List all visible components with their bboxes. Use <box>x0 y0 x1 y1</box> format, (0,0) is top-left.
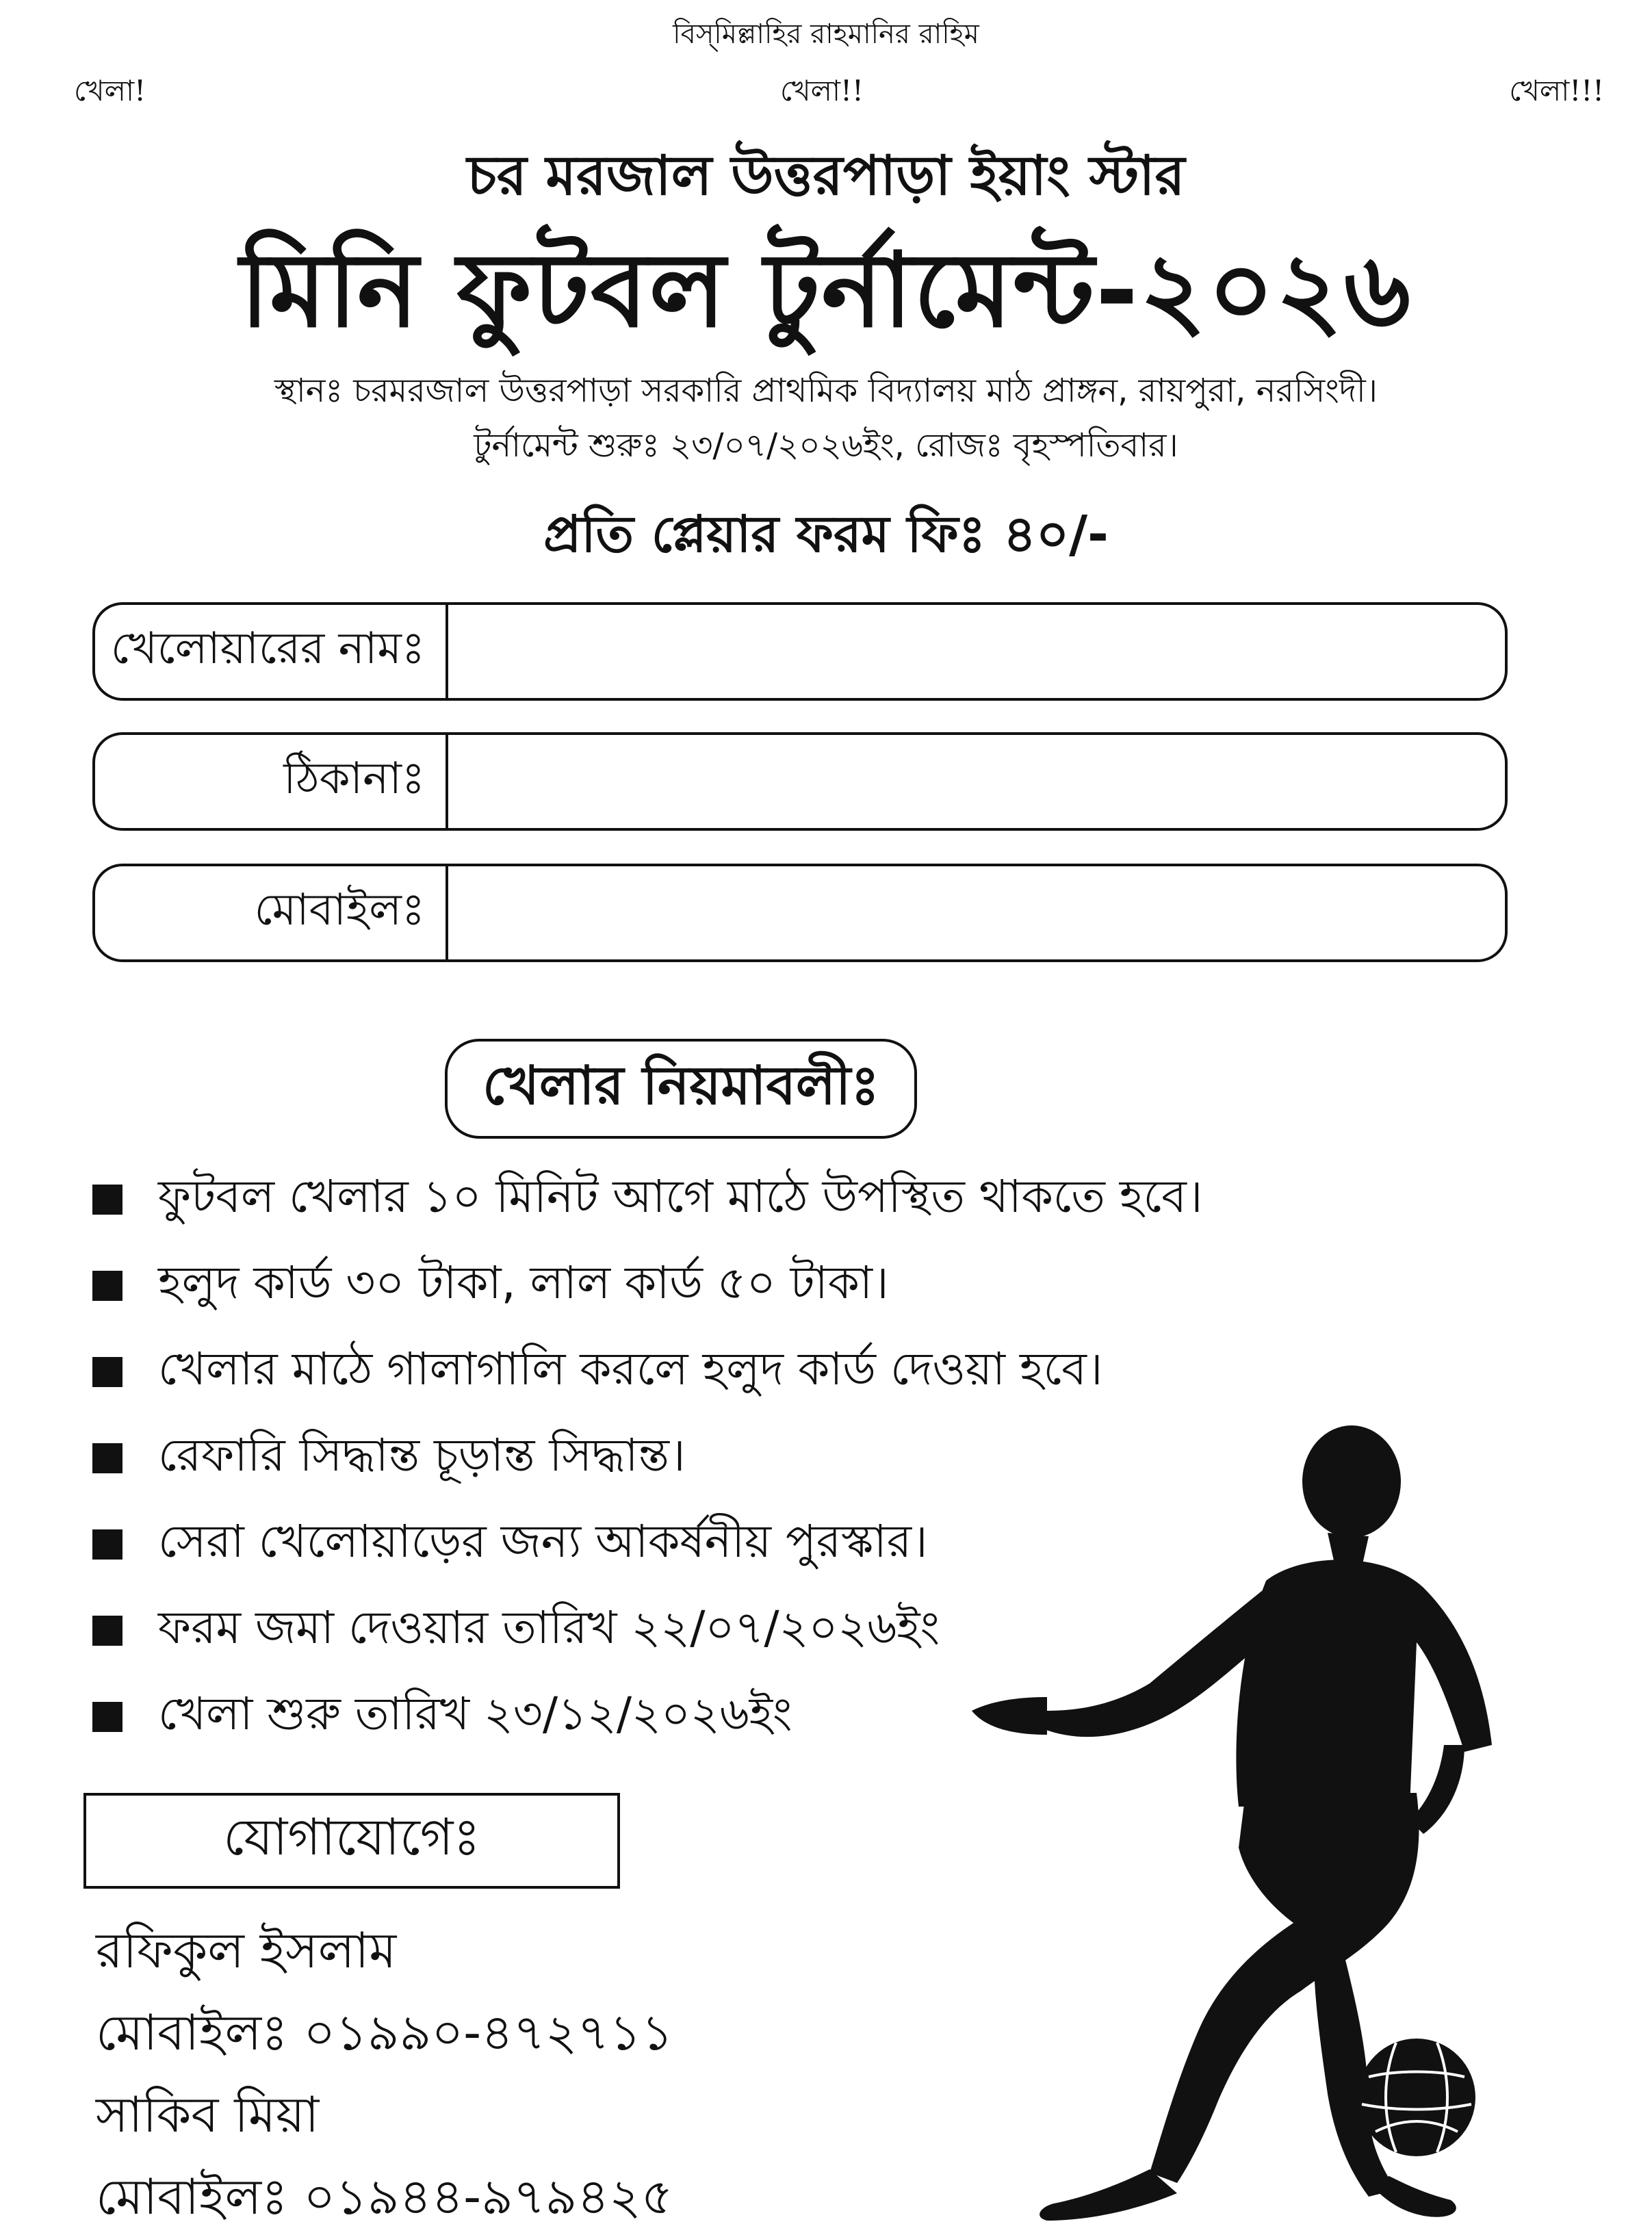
square-bullet-icon <box>92 1443 122 1473</box>
square-bullet-icon <box>92 1271 122 1301</box>
square-bullet-icon <box>92 1185 122 1215</box>
contact-list <box>96 1909 673 2237</box>
khela-left: খেলা! <box>74 74 146 107</box>
contact-mobile-2: মোবাইলঃ ০১৯৪৪-৯৭৯৪২৫ <box>96 2168 673 2225</box>
football-ball-icon <box>1355 2036 1478 2159</box>
rule-text: হলুদ কার্ড ৩০ টাকা, লাল কার্ড ৫০ টাকা। <box>158 1256 889 1309</box>
address-input[interactable] <box>448 735 1505 828</box>
square-bullet-icon <box>92 1357 122 1387</box>
mobile-input[interactable] <box>448 866 1505 959</box>
player-name-field <box>92 602 1508 701</box>
contact-mobile-1: মোবাইলঃ ০১৯৯০-৪৭২৭১১ <box>96 2004 673 2061</box>
player-name-input[interactable] <box>448 605 1505 698</box>
address-label: ঠিকানাঃ <box>95 735 448 828</box>
square-bullet-icon <box>92 1616 122 1646</box>
rule-text: ফরম জমা দেওয়ার তারিখ ২২/০৭/২০২৬ইং <box>158 1601 940 1654</box>
tournament-title: মিনি ফুটবল টুর্নামেন্ট-২০২৬ <box>240 231 1412 350</box>
venue-line: স্থানঃ চরমরজাল উত্তরপাড়া সরকারি প্রাথমিক বিদ্যালয় মাঠ প্রাঙ্গন, রায়পুরা, নরসিংদী। <box>274 372 1378 410</box>
contact-name-1: রফিকুল ইসলাম <box>96 1922 397 1979</box>
rule-item <box>92 1243 1202 1329</box>
rule-text: ফুটবল খেলার ১০ মিনিট আগে মাঠে উপস্থিত থাকতে হবে। <box>158 1170 1203 1223</box>
rules-heading: খেলার নিয়মাবলীঃ <box>445 1039 917 1139</box>
bismillah-text: বিস্‌মিল্লাহির রাহমানির রাহিম <box>673 18 979 50</box>
rule-text: খেলার মাঠে গালাগালি করলে হলুদ কার্ড দেওয়া হবে। <box>158 1343 1103 1395</box>
start-date-line: টুর্নামেন্ট শুরুঃ ২৩/০৭/২০২৬ইং, রোজঃ বৃহস্পতিবার। <box>474 426 1178 465</box>
address-field <box>92 732 1508 831</box>
rule-text: সেরা খেলোয়াড়ের জন্য আকর্ষনীয় পুরস্কার। <box>158 1515 928 1568</box>
rule-item <box>92 1156 1202 1243</box>
square-bullet-icon <box>92 1702 122 1732</box>
square-bullet-icon <box>92 1529 122 1560</box>
rule-item <box>92 1329 1202 1415</box>
contact-name-2: সাকিব মিয়া <box>96 2086 320 2143</box>
rule-text: রেফারি সিদ্ধান্ত চূড়ান্ত সিদ্ধান্ত। <box>158 1429 686 1482</box>
mobile-label: মোবাইলঃ <box>95 866 448 959</box>
organizer-name: চর মরজাল উত্তরপাড়া ইয়াং স্টার <box>467 144 1185 207</box>
rule-text: খেলা শুরু তারিখ ২৩/১২/২০২৬ইং <box>158 1688 792 1740</box>
khela-middle: খেলা!! <box>780 74 864 107</box>
contact-heading: যোগাযোগেঃ <box>83 1793 620 1889</box>
player-name-label: খেলোয়ারের নামঃ <box>95 605 448 698</box>
khela-right: খেলা!!! <box>1509 74 1604 107</box>
mobile-field <box>92 864 1508 962</box>
form-fee: প্রতি প্লেয়ার ফরম ফিঃ ৪০/- <box>543 505 1109 564</box>
